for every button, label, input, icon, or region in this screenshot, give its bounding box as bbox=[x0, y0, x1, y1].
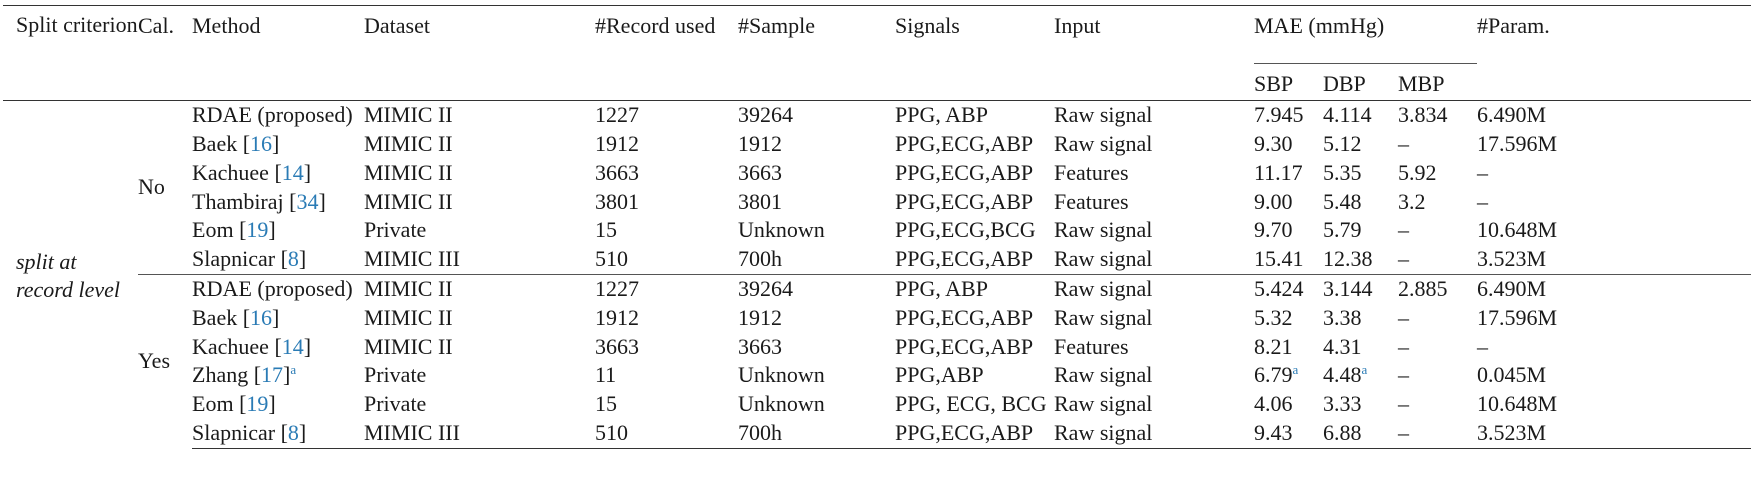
citation-link[interactable]: 8 bbox=[287, 420, 299, 446]
method-name: Baek bbox=[192, 304, 238, 330]
table-row bbox=[3, 188, 1751, 217]
table-row bbox=[3, 333, 1751, 362]
records-cell: 1227 bbox=[595, 275, 738, 304]
dbp-cell bbox=[1323, 159, 1398, 188]
input-cell: Features bbox=[1054, 333, 1129, 359]
method-cell: Slapnicar [8] bbox=[192, 246, 307, 272]
dbp-value: 5.48 bbox=[1323, 188, 1362, 214]
signals-cell: PPG, ABP bbox=[895, 102, 988, 128]
param-cell: 3.523M bbox=[1477, 419, 1751, 448]
mbp-cell: 2.885 bbox=[1398, 275, 1477, 304]
mbp-cell: – bbox=[1398, 217, 1409, 243]
records-cell: 1227 bbox=[595, 102, 639, 128]
method-name: RDAE (proposed) bbox=[192, 102, 353, 128]
sample-cell: 39264 bbox=[738, 275, 895, 304]
citation-link[interactable]: 16 bbox=[250, 131, 273, 157]
param-cell: 17.596M bbox=[1477, 304, 1558, 330]
signals-cell: PPG,ECG,ABP bbox=[895, 333, 1034, 359]
sbp-cell bbox=[1254, 159, 1323, 188]
dataset-cell: MIMIC III bbox=[364, 246, 460, 272]
dbp-value: 5.12 bbox=[1323, 131, 1362, 157]
table-row bbox=[3, 101, 1751, 130]
input-cell: Raw signal bbox=[1054, 102, 1153, 128]
dbp-cell bbox=[1323, 361, 1398, 390]
citation-link[interactable]: 8 bbox=[287, 246, 299, 272]
dbp-value: 4.48 bbox=[1323, 362, 1362, 388]
table-body bbox=[3, 101, 1751, 449]
footnote-marker[interactable]: a bbox=[1292, 362, 1299, 378]
param-cell: 17.596M bbox=[1477, 131, 1558, 157]
citation-link[interactable]: 14 bbox=[281, 159, 304, 185]
input-cell: Raw signal bbox=[1054, 217, 1153, 243]
sample-cell: 3801 bbox=[738, 188, 782, 214]
header-split-criterion: Split criterion bbox=[3, 6, 138, 99]
sbp-cell bbox=[1254, 101, 1323, 130]
method-name: Baek bbox=[192, 131, 238, 157]
sbp-cell bbox=[1254, 275, 1323, 304]
method-cell: Thambiraj [34] bbox=[192, 188, 326, 214]
mbp-cell: – bbox=[1398, 391, 1409, 417]
method-cell bbox=[192, 275, 364, 304]
method-cell: Baek [16] bbox=[192, 131, 280, 157]
dataset-cell: MIMIC II bbox=[364, 333, 453, 359]
records-cell: 3801 bbox=[595, 188, 639, 214]
param-cell: 6.490M bbox=[1477, 275, 1751, 304]
signals-cell: PPG,ECG,ABP bbox=[895, 159, 1034, 185]
records-cell: 510 bbox=[595, 246, 628, 272]
sbp-value: 5.32 bbox=[1254, 304, 1293, 330]
header-dbp: DBP bbox=[1323, 71, 1366, 96]
header-param: #Param. bbox=[1477, 6, 1751, 99]
sample-cell: Unknown bbox=[738, 391, 825, 417]
dataset-cell: MIMIC II bbox=[364, 102, 453, 128]
signals-cell: PPG,ECG,ABP bbox=[895, 131, 1034, 157]
table-row bbox=[3, 275, 1751, 304]
sample-cell: Unknown bbox=[738, 217, 825, 243]
dbp-value: 4.114 bbox=[1323, 102, 1372, 128]
records-cell: 11 bbox=[595, 362, 617, 388]
input-cell: Raw signal bbox=[1054, 304, 1153, 330]
split-criterion-value: split at record level bbox=[16, 248, 121, 302]
input-cell: Raw signal bbox=[1054, 246, 1153, 272]
mbp-cell: – bbox=[1398, 131, 1409, 157]
method-cell: Eom [19] bbox=[192, 391, 276, 417]
signals-cell: PPG,ECG,ABP bbox=[895, 188, 1034, 214]
method-cell: Kachuee [14] bbox=[192, 159, 312, 185]
header-mbp: MBP bbox=[1398, 71, 1445, 96]
header-dataset: Dataset bbox=[364, 6, 595, 99]
dbp-cell bbox=[1323, 304, 1398, 333]
dataset-cell: Private bbox=[364, 391, 427, 417]
citation-link[interactable]: 16 bbox=[250, 304, 273, 330]
footnote-marker[interactable]: a bbox=[1361, 362, 1368, 378]
sbp-value: 5.424 bbox=[1254, 276, 1304, 302]
mbp-cell: 5.92 bbox=[1398, 159, 1437, 185]
method-name: Kachuee bbox=[192, 333, 269, 359]
records-cell: 3663 bbox=[595, 159, 639, 185]
signals-cell: PPG,ECG,ABP bbox=[895, 419, 1054, 448]
method-name: Slapnicar bbox=[192, 420, 276, 446]
mbp-cell: 3.834 bbox=[1398, 102, 1448, 128]
dbp-cell bbox=[1323, 216, 1398, 245]
method-cell bbox=[192, 101, 364, 130]
header-cal: Cal. bbox=[138, 6, 192, 99]
sbp-cell bbox=[1254, 333, 1323, 362]
sample-cell: 1912 bbox=[738, 131, 782, 157]
dbp-value: 5.79 bbox=[1323, 217, 1362, 243]
dataset-cell: MIMIC III bbox=[364, 419, 595, 448]
dataset-cell: MIMIC II bbox=[364, 159, 453, 185]
sample-cell: Unknown bbox=[738, 362, 825, 388]
sbp-value: 8.21 bbox=[1254, 333, 1293, 359]
method-name: Zhang bbox=[192, 362, 249, 388]
sbp-cell bbox=[1254, 216, 1323, 245]
citation-link[interactable]: 19 bbox=[246, 217, 269, 243]
dbp-value: 12.38 bbox=[1323, 246, 1373, 272]
sbp-cell bbox=[1254, 188, 1323, 217]
method-cell: Slapnicar [8] bbox=[192, 419, 364, 448]
method-name: Slapnicar bbox=[192, 246, 276, 272]
dbp-cell bbox=[1323, 333, 1398, 362]
signals-cell: PPG, ABP bbox=[895, 275, 1054, 304]
dataset-cell: Private bbox=[364, 362, 427, 388]
method-cell: Eom [19] bbox=[192, 217, 276, 243]
signals-cell: PPG, ECG, BCG bbox=[895, 391, 1047, 417]
signals-cell: PPG,ECG,BCG bbox=[895, 217, 1036, 243]
input-cell: Raw signal bbox=[1054, 275, 1254, 304]
dataset-cell: MIMIC II bbox=[364, 275, 595, 304]
table-row bbox=[3, 419, 1751, 448]
header-signals: Signals bbox=[895, 6, 1054, 99]
header-record-used: #Record used bbox=[595, 6, 738, 99]
param-cell: 6.490M bbox=[1477, 102, 1547, 128]
signals-cell: PPG,ABP bbox=[895, 362, 984, 388]
table-row bbox=[3, 361, 1751, 390]
table-row bbox=[3, 159, 1751, 188]
dbp-cell bbox=[1323, 245, 1398, 274]
sbp-cell bbox=[1254, 245, 1323, 274]
mbp-cell: 3.2 bbox=[1398, 188, 1426, 214]
sbp-value: 6.79 bbox=[1254, 362, 1293, 388]
dbp-cell bbox=[1323, 101, 1398, 130]
header-method: Method bbox=[192, 6, 364, 99]
records-cell: 1912 bbox=[595, 131, 639, 157]
citation-link[interactable]: 34 bbox=[296, 188, 319, 214]
sample-cell: 700h bbox=[738, 419, 895, 448]
input-cell: Features bbox=[1054, 159, 1129, 185]
mbp-cell: – bbox=[1398, 419, 1477, 448]
dbp-value: 3.38 bbox=[1323, 304, 1362, 330]
records-cell: 1912 bbox=[595, 304, 639, 330]
sbp-value: 9.30 bbox=[1254, 131, 1293, 157]
mbp-cell: – bbox=[1398, 304, 1409, 330]
dataset-cell: MIMIC II bbox=[364, 131, 453, 157]
dbp-value: 4.31 bbox=[1323, 333, 1362, 359]
signals-cell: PPG,ECG,ABP bbox=[895, 246, 1034, 272]
dbp-cell bbox=[1323, 275, 1398, 304]
sample-cell: 3663 bbox=[738, 333, 782, 359]
header-input: Input bbox=[1054, 6, 1254, 99]
param-cell: 0.045M bbox=[1477, 362, 1547, 388]
header-mae: MAE (mmHg) bbox=[1254, 6, 1477, 64]
records-cell: 510 bbox=[595, 419, 738, 448]
signals-cell: PPG,ECG,ABP bbox=[895, 304, 1034, 330]
sbp-value: 9.70 bbox=[1254, 217, 1293, 243]
param-cell: 10.648M bbox=[1477, 391, 1558, 417]
sbp-cell bbox=[1254, 304, 1323, 333]
table-row bbox=[3, 216, 1751, 245]
dbp-value: 6.88 bbox=[1323, 420, 1362, 446]
dataset-cell: MIMIC II bbox=[364, 188, 453, 214]
sbp-value: 9.00 bbox=[1254, 188, 1293, 214]
citation-link[interactable]: 17 bbox=[261, 362, 284, 388]
param-cell: – bbox=[1477, 333, 1489, 359]
dbp-cell bbox=[1323, 419, 1398, 448]
sbp-cell bbox=[1254, 419, 1323, 448]
comparison-table bbox=[3, 5, 1751, 449]
sbp-cell bbox=[1254, 390, 1323, 419]
sbp-value: 15.41 bbox=[1254, 246, 1304, 272]
method-name: RDAE (proposed) bbox=[192, 276, 353, 302]
footnote-marker[interactable]: a bbox=[290, 362, 297, 378]
table-row bbox=[3, 130, 1751, 159]
header-sample: #Sample bbox=[738, 6, 895, 99]
method-name: Eom bbox=[192, 217, 234, 243]
dbp-value: 5.35 bbox=[1323, 159, 1362, 185]
method-cell: Zhang [17]$^a$ bbox=[192, 362, 297, 388]
records-cell: 15 bbox=[595, 217, 617, 243]
method-cell: Kachuee [14] bbox=[192, 333, 312, 359]
records-cell: 15 bbox=[595, 391, 617, 417]
sample-cell: 700h bbox=[738, 246, 782, 272]
sbp-value: 4.06 bbox=[1254, 391, 1293, 417]
mbp-cell: – bbox=[1398, 246, 1409, 272]
table-row bbox=[3, 304, 1751, 333]
sbp-value: 9.43 bbox=[1254, 420, 1293, 446]
dbp-value: 3.144 bbox=[1323, 276, 1373, 302]
sbp-value: 11.17 bbox=[1254, 159, 1303, 185]
param-cell: 3.523M bbox=[1477, 246, 1547, 272]
table-row bbox=[3, 390, 1751, 419]
header-sbp: SBP bbox=[1254, 71, 1294, 96]
method-cell: Baek [16] bbox=[192, 304, 280, 330]
cal-value: No bbox=[138, 174, 165, 200]
dbp-value: 3.33 bbox=[1323, 391, 1362, 417]
mbp-cell: – bbox=[1398, 333, 1409, 359]
cal-value: Yes bbox=[138, 275, 192, 449]
dbp-cell bbox=[1323, 188, 1398, 217]
param-cell: – bbox=[1477, 188, 1489, 214]
dbp-cell bbox=[1323, 390, 1398, 419]
method-name: Eom bbox=[192, 391, 234, 417]
sbp-cell bbox=[1254, 361, 1323, 390]
sample-cell: 39264 bbox=[738, 102, 793, 128]
dataset-cell: Private bbox=[364, 217, 427, 243]
sample-cell: 1912 bbox=[738, 304, 782, 330]
sbp-value: 7.945 bbox=[1254, 102, 1304, 128]
method-name: Thambiraj bbox=[192, 188, 284, 214]
input-cell: Raw signal bbox=[1054, 391, 1153, 417]
input-cell: Raw signal bbox=[1054, 362, 1153, 388]
param-cell: – bbox=[1477, 159, 1489, 185]
table-row bbox=[3, 245, 1751, 274]
sbp-cell bbox=[1254, 130, 1323, 159]
citation-link[interactable]: 14 bbox=[281, 333, 304, 359]
input-cell: Features bbox=[1054, 188, 1129, 214]
input-cell: Raw signal bbox=[1054, 131, 1153, 157]
param-cell: 10.648M bbox=[1477, 217, 1558, 243]
dbp-cell bbox=[1323, 130, 1398, 159]
method-name: Kachuee bbox=[192, 159, 269, 185]
records-cell: 3663 bbox=[595, 333, 639, 359]
input-cell: Raw signal bbox=[1054, 419, 1254, 448]
citation-link[interactable]: 19 bbox=[246, 391, 269, 417]
sample-cell: 3663 bbox=[738, 159, 782, 185]
dataset-cell: MIMIC II bbox=[364, 304, 453, 330]
mbp-cell: – bbox=[1398, 362, 1409, 388]
